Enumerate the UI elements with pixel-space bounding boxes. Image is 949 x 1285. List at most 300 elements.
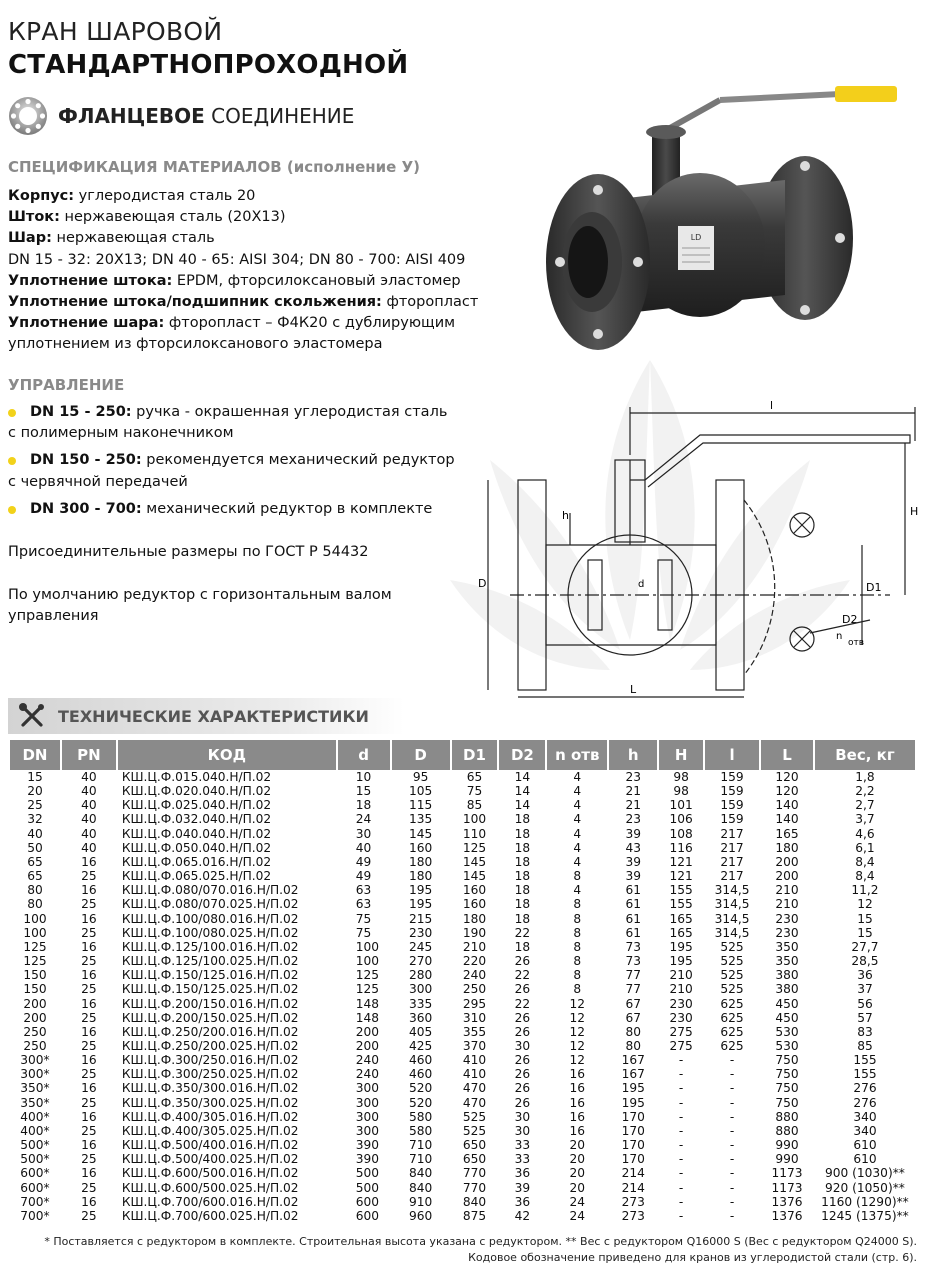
table-cell: 217 <box>720 854 744 869</box>
table-cell: 273 <box>621 1194 645 1209</box>
table-cell: 36 <box>514 1194 531 1209</box>
table-cell: - <box>678 1138 684 1153</box>
table-cell: 217 <box>720 826 744 841</box>
materials-spec <box>8 186 528 356</box>
table-cell: 840 <box>462 1194 487 1209</box>
table-row <box>10 1195 915 1209</box>
table-cell: 300 <box>355 1081 379 1096</box>
connection-type-heading <box>8 94 354 138</box>
table-row <box>10 1081 915 1095</box>
table-cell: 360 <box>408 1010 433 1025</box>
table-cell: 95 <box>412 770 429 784</box>
table-cell: 400* <box>20 1123 50 1138</box>
control-heading: УПРАВЛЕНИЕ <box>8 376 125 394</box>
table-cell: 200 <box>23 996 47 1011</box>
table-cell: 650 <box>462 1138 487 1153</box>
table-cell: 400* <box>20 1109 50 1124</box>
table-cell: - <box>729 1109 735 1124</box>
table-cell: КШ.Ц.Ф.080/070.025.Н/П.02 <box>121 897 299 912</box>
table-cell: 600 <box>355 1194 379 1209</box>
table-cell: 8 <box>573 939 582 954</box>
table-cell: 600* <box>20 1180 50 1195</box>
table-cell: 210 <box>775 883 799 898</box>
materials-heading: СПЕЦИФИКАЦИЯ МАТЕРИАЛОВ (исполнение У) <box>8 158 420 176</box>
table-cell: КШ.Ц.Ф.020.040.Н/П.02 <box>121 784 272 799</box>
table-cell: - <box>678 1053 684 1068</box>
table-cell: 20 <box>27 784 43 799</box>
table-cell: 98 <box>673 770 689 784</box>
table-cell: 8 <box>573 982 582 997</box>
table-cell: 230 <box>669 1010 693 1025</box>
table-cell: КШ.Ц.Ф.300/250.016.Н/П.02 <box>121 1053 299 1068</box>
table-cell: 390 <box>355 1152 379 1167</box>
table-cell: 270 <box>408 954 433 969</box>
table-cell: 100 <box>355 939 379 954</box>
table-cell: 18 <box>514 939 531 954</box>
table-cell: 350* <box>20 1095 50 1110</box>
table-cell: 145 <box>462 854 487 869</box>
dim-D1: D1 <box>866 581 882 594</box>
spec-line: Уплотнение штока: EPDM, фторсилоксановый эластомер <box>8 272 461 289</box>
table-cell: 180 <box>462 911 487 926</box>
table-cell: КШ.Ц.Ф.125/100.025.Н/П.02 <box>121 954 299 969</box>
table-cell: 23 <box>625 770 641 784</box>
table-cell: 25 <box>81 1123 97 1138</box>
table-cell: 73 <box>625 939 641 954</box>
table-cell: 750 <box>775 1053 799 1068</box>
table-row <box>10 1166 915 1180</box>
table-cell: 195 <box>621 1095 645 1110</box>
table-row <box>10 1181 915 1195</box>
table-cell: 145 <box>462 869 487 884</box>
table-cell: 217 <box>720 869 744 884</box>
table-cell: 39 <box>514 1180 531 1195</box>
table-cell: 245 <box>408 939 433 954</box>
table-cell: - <box>729 1067 735 1082</box>
table-cell: КШ.Ц.Ф.150/125.016.Н/П.02 <box>121 968 299 983</box>
dim-d: d <box>638 579 645 590</box>
table-cell: 610 <box>853 1138 877 1153</box>
col-header: D <box>392 740 450 770</box>
table-cell: 40 <box>81 812 97 827</box>
table-cell: 380 <box>775 968 799 983</box>
table-cell: 525 <box>720 968 744 983</box>
table-cell: 10 <box>355 770 372 784</box>
table-cell: 200 <box>775 869 799 884</box>
table-cell: 18 <box>514 826 531 841</box>
table-cell: 200 <box>23 1010 47 1025</box>
handle-grip <box>835 86 897 102</box>
table-cell: 15 <box>857 911 873 926</box>
table-cell: 16 <box>81 883 97 898</box>
valve-photo <box>540 80 910 380</box>
table-cell: 16 <box>81 996 97 1011</box>
table-cell: 195 <box>669 954 693 969</box>
table-cell: 1376 <box>771 1208 803 1223</box>
table-cell: 39 <box>625 854 641 869</box>
table-cell: 525 <box>462 1123 487 1138</box>
table-cell: 120 <box>775 784 799 799</box>
table-cell: 160 <box>462 883 487 898</box>
table-cell: 710 <box>408 1138 433 1153</box>
table-cell: 148 <box>355 1010 379 1025</box>
table-cell: 910 <box>408 1194 433 1209</box>
table-cell: 12 <box>569 996 586 1011</box>
spec-line: Уплотнение шара: фторопласт – Ф4К20 с дублирующим <box>8 315 456 332</box>
table-cell: 525 <box>462 1109 487 1124</box>
table-cell: 1376 <box>771 1194 803 1209</box>
table-cell: 27,7 <box>851 939 879 954</box>
table-cell: 3,7 <box>855 812 875 827</box>
table-cell: 525 <box>720 939 744 954</box>
table-cell: 100 <box>23 925 47 940</box>
table-cell: 335 <box>408 996 433 1011</box>
table-cell: КШ.Ц.Ф.500/400.016.Н/П.02 <box>121 1138 299 1153</box>
table-cell: 155 <box>669 883 693 898</box>
table-cell: 300* <box>20 1067 50 1082</box>
table-cell: 170 <box>621 1152 645 1167</box>
table-cell: 275 <box>669 1038 693 1053</box>
table-cell: 101 <box>669 798 693 813</box>
table-cell: 116 <box>669 840 693 855</box>
col-header: h <box>609 740 657 770</box>
table-cell: 40 <box>81 784 97 799</box>
table-cell: 125 <box>462 840 487 855</box>
table-cell: 106 <box>669 812 693 827</box>
table-cell: 25 <box>81 982 97 997</box>
table-cell: 195 <box>408 897 433 912</box>
table-cell: 16 <box>81 1138 97 1153</box>
table-cell: 8 <box>573 925 582 940</box>
table-cell: 18 <box>514 897 531 912</box>
table-cell: 75 <box>466 784 483 799</box>
table-cell: 250 <box>23 1024 47 1039</box>
table-cell: 380 <box>775 982 799 997</box>
table-cell: 39 <box>625 869 641 884</box>
page-title-line2: СТАНДАРТНОПРОХОДНОЙ <box>8 50 409 80</box>
col-header: КОД <box>118 740 336 770</box>
table-cell: 276 <box>853 1081 877 1096</box>
col-header: d <box>338 740 390 770</box>
table-row <box>10 841 915 855</box>
table-cell: 500 <box>355 1180 379 1195</box>
table-cell: 300 <box>408 982 433 997</box>
table-row <box>10 883 915 897</box>
table-row <box>10 997 915 1011</box>
table-cell: 230 <box>408 925 433 940</box>
table-cell: 40 <box>81 798 97 813</box>
table-cell: 167 <box>621 1067 645 1082</box>
bullet-dot-icon <box>8 506 16 514</box>
table-cell: 18 <box>514 812 531 827</box>
table-cell: 4 <box>573 826 582 841</box>
table-cell: 350 <box>775 939 799 954</box>
table-cell: 65 <box>27 869 43 884</box>
spec-line: Уплотнение штока/подшипник скольжения: фторопласт <box>8 294 479 311</box>
table-cell: - <box>678 1067 684 1082</box>
table-cell: 1160 (1290)** <box>821 1194 909 1209</box>
table-cell: 100 <box>355 954 379 969</box>
table-cell: 40 <box>27 826 43 841</box>
table-cell: 160 <box>408 840 433 855</box>
table-cell: 39 <box>625 826 641 841</box>
table-cell: 121 <box>669 854 693 869</box>
table-cell: 217 <box>720 840 744 855</box>
table-cell: 67 <box>625 996 641 1011</box>
table-cell: 77 <box>625 968 641 983</box>
table-cell: 840 <box>408 1180 433 1195</box>
table-cell: 25 <box>81 1152 97 1167</box>
table-cell: 25 <box>27 798 43 813</box>
table-cell: 750 <box>775 1081 799 1096</box>
table-cell: 350* <box>20 1081 50 1096</box>
table-cell: 470 <box>462 1095 487 1110</box>
connection-note: Присоединительные размеры по ГОСТ Р 54432 <box>8 544 369 560</box>
footnote-1: * Поставляется с редуктором в комплекте. Строительная высота указана с редуктором. ** Вес с редуктором Q16000 S (Вес с редуктором Q24000 S). <box>44 1235 917 1248</box>
control-item: DN 150 - 250: рекомендуется механический редуктор с червячной передачей <box>8 452 455 490</box>
nameplate-badge: LD <box>690 233 702 242</box>
table-cell: 26 <box>514 954 531 969</box>
table-cell: 8 <box>573 869 582 884</box>
flange-icon <box>8 96 48 136</box>
table-cell: 195 <box>408 883 433 898</box>
table-cell: 26 <box>514 1081 531 1096</box>
table-row <box>10 1053 915 1067</box>
table-cell: 350 <box>775 954 799 969</box>
table-cell: 155 <box>669 897 693 912</box>
table-cell: 960 <box>408 1208 433 1223</box>
table-cell: 314,5 <box>714 883 750 898</box>
table-cell: - <box>729 1194 735 1209</box>
table-cell: 49 <box>355 869 372 884</box>
table-cell: 250 <box>462 982 487 997</box>
table-cell: - <box>678 1152 684 1167</box>
table-cell: 355 <box>462 1024 487 1039</box>
table-cell: 16 <box>81 1194 97 1209</box>
table-cell: 26 <box>514 1053 531 1068</box>
tech-table <box>8 740 917 1223</box>
table-cell: 240 <box>355 1053 379 1068</box>
table-cell: 700* <box>20 1194 50 1209</box>
table-cell: 125 <box>23 939 47 954</box>
table-cell: 23 <box>625 812 641 827</box>
bullet-dot-icon <box>8 409 16 417</box>
table-cell: 26 <box>514 1024 531 1039</box>
table-cell: 460 <box>408 1067 433 1082</box>
table-cell: 40 <box>81 826 97 841</box>
table-cell: 30 <box>514 1109 531 1124</box>
table-cell: 18 <box>514 883 531 898</box>
table-cell: 600 <box>355 1208 379 1223</box>
table-cell: 20 <box>569 1180 586 1195</box>
table-row <box>10 897 915 911</box>
table-cell: 18 <box>514 911 531 926</box>
table-cell: 18 <box>514 854 531 869</box>
table-cell: 300 <box>355 1109 379 1124</box>
table-cell: КШ.Ц.Ф.032.040.Н/П.02 <box>121 812 272 827</box>
table-cell: 610 <box>853 1152 877 1167</box>
table-cell: 405 <box>408 1024 433 1039</box>
table-cell: - <box>729 1152 735 1167</box>
table-row <box>10 869 915 883</box>
table-cell: 230 <box>669 996 693 1011</box>
table-row <box>10 784 915 798</box>
table-cell: 160 <box>462 897 487 912</box>
table-cell: 900 (1030)** <box>825 1166 905 1181</box>
table-cell: 30 <box>514 1123 531 1138</box>
table-cell: 200 <box>355 1024 379 1039</box>
table-cell: КШ.Ц.Ф.400/305.016.Н/П.02 <box>121 1109 299 1124</box>
table-cell: 450 <box>775 1010 799 1025</box>
table-header-row <box>10 740 915 770</box>
table-cell: 370 <box>462 1038 487 1053</box>
table-cell: 12 <box>569 1038 586 1053</box>
dim-n: n <box>836 631 843 642</box>
table-cell: 16 <box>569 1095 586 1110</box>
connection-type-label: ФЛАНЦЕВОЕ СОЕДИНЕНИЕ <box>58 104 355 128</box>
table-cell: - <box>729 1081 735 1096</box>
table-cell: 195 <box>669 939 693 954</box>
table-cell: 280 <box>408 968 433 983</box>
spec-line: Шток: нержавеющая сталь (20Х13) <box>8 209 286 226</box>
table-cell: КШ.Ц.Ф.700/600.025.Н/П.02 <box>121 1208 299 1223</box>
table-row <box>10 1138 915 1152</box>
col-header: L <box>761 740 813 770</box>
table-cell: 310 <box>462 1010 487 1025</box>
dim-L: L <box>630 683 637 696</box>
table-cell: - <box>729 1095 735 1110</box>
table-cell: 63 <box>355 897 372 912</box>
table-cell: 500* <box>20 1138 50 1153</box>
table-cell: КШ.Ц.Ф.065.016.Н/П.02 <box>121 854 272 869</box>
table-cell: 22 <box>514 968 531 983</box>
table-cell: 16 <box>81 911 97 926</box>
table-row <box>10 1209 915 1223</box>
table-cell: 190 <box>462 925 487 940</box>
table-cell: 990 <box>775 1138 799 1153</box>
table-cell: 165 <box>669 925 693 940</box>
table-cell: 6,1 <box>855 840 875 855</box>
dim-H: H <box>910 505 919 518</box>
table-cell: 165 <box>669 911 693 926</box>
table-cell: 710 <box>408 1152 433 1167</box>
table-cell: 125 <box>355 968 379 983</box>
table-cell: 65 <box>27 854 43 869</box>
col-header: n отв <box>547 740 607 770</box>
table-cell: 525 <box>720 954 744 969</box>
col-header: D2 <box>499 740 545 770</box>
table-cell: 16 <box>81 854 97 869</box>
table-cell: 2,2 <box>855 784 875 799</box>
table-cell: 500* <box>20 1152 50 1167</box>
table-row <box>10 770 915 784</box>
col-header: PN <box>62 740 116 770</box>
table-cell: 15 <box>355 784 372 799</box>
table-cell: 16 <box>81 1109 97 1124</box>
table-cell: - <box>729 1166 735 1181</box>
control-item: DN 15 - 250: ручка - окрашенная углеродистая сталь с полимерным наконечником <box>8 404 448 442</box>
table-cell: 159 <box>720 784 744 799</box>
col-header: D1 <box>452 740 498 770</box>
table-cell: 77 <box>625 982 641 997</box>
table-cell: 30 <box>514 1038 531 1053</box>
table-cell: 4 <box>573 840 582 855</box>
table-row <box>10 1011 915 1025</box>
table-cell: 75 <box>355 911 372 926</box>
table-cell: 460 <box>408 1053 433 1068</box>
tech-heading-bar <box>8 698 404 734</box>
table-cell: 57 <box>857 1010 873 1025</box>
table-cell: 14 <box>514 798 531 813</box>
table-cell: 450 <box>775 996 799 1011</box>
table-cell: 8 <box>573 968 582 983</box>
table-cell: 16 <box>81 1024 97 1039</box>
table-cell: 276 <box>853 1095 877 1110</box>
table-cell: 148 <box>355 996 379 1011</box>
table-cell: 875 <box>462 1208 487 1223</box>
table-cell: КШ.Ц.Ф.600/500.025.Н/П.02 <box>121 1180 299 1195</box>
table-cell: 80 <box>27 883 43 898</box>
table-cell: КШ.Ц.Ф.040.040.Н/П.02 <box>121 826 272 841</box>
table-cell: 25 <box>81 954 97 969</box>
table-cell: 61 <box>625 897 641 912</box>
table-cell: 98 <box>673 784 689 799</box>
table-cell: - <box>678 1194 684 1209</box>
table-cell: 159 <box>720 812 744 827</box>
table-cell: 8 <box>573 954 582 969</box>
table-cell: 40 <box>355 840 372 855</box>
table-cell: 125 <box>355 982 379 997</box>
table-row <box>10 1039 915 1053</box>
dim-D: D <box>478 577 487 590</box>
table-cell: 16 <box>81 1166 97 1181</box>
table-cell: 150 <box>23 968 47 983</box>
table-row <box>10 1096 915 1110</box>
control-list <box>8 402 498 520</box>
table-cell: 20 <box>569 1166 586 1181</box>
table-cell: 18 <box>514 869 531 884</box>
table-cell: КШ.Ц.Ф.500/400.025.Н/П.02 <box>121 1152 299 1167</box>
table-cell: - <box>678 1208 684 1223</box>
table-cell: 230 <box>775 911 799 926</box>
table-cell: 135 <box>408 812 433 827</box>
table-cell: 49 <box>355 854 372 869</box>
table-cell: 770 <box>462 1180 487 1195</box>
table-cell: 140 <box>775 798 799 813</box>
table-cell: 21 <box>625 784 641 799</box>
table-cell: 110 <box>462 826 487 841</box>
spec-line: DN 15 - 32: 20Х13; DN 40 - 65: AISI 304; DN 80 - 700: AISI 409 <box>8 251 466 268</box>
table-cell: 40 <box>81 840 97 855</box>
table-cell: - <box>729 1138 735 1153</box>
table-cell: 30 <box>355 826 372 841</box>
table-cell: КШ.Ц.Ф.350/300.025.Н/П.02 <box>121 1095 299 1110</box>
col-header: l <box>705 740 759 770</box>
table-cell: 300 <box>355 1123 379 1138</box>
table-cell: 36 <box>857 968 873 983</box>
table-cell: КШ.Ц.Ф.150/125.025.Н/П.02 <box>121 982 299 997</box>
table-cell: 120 <box>775 770 799 784</box>
table-cell: 295 <box>462 996 487 1011</box>
table-cell: 200 <box>775 854 799 869</box>
table-cell: 61 <box>625 883 641 898</box>
table-cell: - <box>678 1109 684 1124</box>
tech-heading: ТЕХНИЧЕСКИЕ ХАРАКТЕРИСТИКИ <box>58 706 369 726</box>
table-cell: 750 <box>775 1067 799 1082</box>
table-cell: 240 <box>355 1067 379 1082</box>
table-cell: - <box>678 1095 684 1110</box>
table-row <box>10 855 915 869</box>
